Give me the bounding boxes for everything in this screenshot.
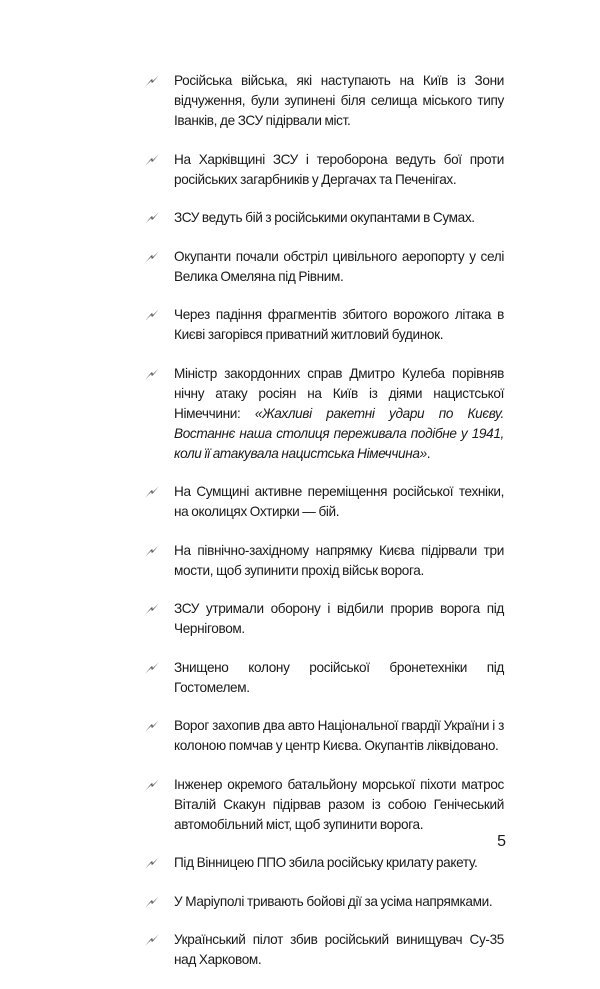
lightning-bolt-icon bbox=[144, 778, 160, 792]
item-main-text: Окупанти почали обстріл цивільного аеропорту у селі Велика Омеляна під Рівним. bbox=[174, 248, 504, 284]
lightning-bolt-icon bbox=[144, 895, 160, 909]
list-item-text bbox=[174, 599, 504, 639]
list-item bbox=[144, 541, 504, 581]
item-main-text: На Сумщині активне переміщення російської техніки, на околицях Охтирки — бій. bbox=[174, 484, 504, 519]
lightning-bolt-icon bbox=[144, 661, 160, 675]
list-item bbox=[144, 247, 504, 287]
item-main-text: Міністр закордонних справ Дмитро Кулеба порівняв нічну атаку росіян на Київ із діями нацистської Німеччини: bbox=[174, 365, 504, 421]
item-main-text: ЗСУ ведуть бій з російськими окупантами в Сумах. bbox=[174, 210, 475, 225]
item-main-text: Російська війська, які наступають на Київ із Зони відчуження, були зупинені біля селища міського типу Іванків, де ЗСУ підірвали міст. bbox=[174, 73, 504, 128]
item-tail: . bbox=[426, 445, 431, 461]
item-main-text: Український пілот збив російський винищувач Су-35 над Харковом. bbox=[174, 932, 504, 967]
list-item bbox=[144, 716, 504, 756]
item-main-text: Ворог захопив два авто Національної гвардії України і з колоною помчав у центр Києва. Окупантів ліквідовано. bbox=[174, 718, 504, 753]
list-item bbox=[144, 930, 504, 970]
lightning-bolt-icon bbox=[144, 211, 160, 225]
list-item bbox=[144, 208, 504, 228]
page-number: 5 bbox=[497, 833, 506, 850]
list-item-text bbox=[174, 853, 504, 873]
list-item bbox=[144, 305, 504, 345]
list-item bbox=[144, 658, 504, 698]
item-main-text: На Харківщині ЗСУ і тероборона ведуть бої проти російських загарбників у Дергачах та Печенігах. bbox=[174, 151, 504, 187]
list-item bbox=[144, 853, 504, 873]
item-main-text: На північно-західному напрямку Києва підірвали три мости, щоб зупинити прохід військ ворога. bbox=[174, 542, 504, 578]
lightning-bolt-icon bbox=[144, 544, 160, 558]
lightning-bolt-icon bbox=[144, 367, 160, 381]
list-item-text bbox=[174, 716, 504, 756]
list-item bbox=[144, 892, 504, 912]
list-item-text bbox=[174, 892, 504, 912]
list-item bbox=[144, 482, 504, 522]
list-item-text bbox=[174, 541, 504, 581]
list-item-text bbox=[174, 364, 504, 464]
item-main-text: ЗСУ утримали оборону і відбили прорив ворога під Черніговом. bbox=[174, 601, 504, 636]
list-item-text bbox=[174, 208, 504, 228]
lightning-bolt-icon bbox=[144, 250, 160, 264]
list-item-text bbox=[174, 775, 504, 835]
list-item bbox=[144, 599, 504, 639]
lightning-bolt-icon bbox=[144, 153, 160, 167]
lightning-bolt-icon bbox=[144, 719, 160, 733]
lightning-bolt-icon bbox=[144, 933, 160, 947]
news-list bbox=[144, 71, 504, 989]
lightning-bolt-icon bbox=[144, 485, 160, 499]
list-item-text bbox=[174, 305, 504, 345]
list-item bbox=[144, 364, 504, 464]
list-item bbox=[144, 71, 504, 131]
list-item-text bbox=[174, 658, 504, 698]
list-item-text bbox=[174, 482, 504, 522]
lightning-bolt-icon bbox=[144, 602, 160, 616]
lightning-bolt-icon bbox=[144, 74, 160, 88]
list-item-text bbox=[174, 71, 504, 131]
item-main-text: У Маріуполі тривають бойові дії за усіма напрямками. bbox=[174, 893, 493, 909]
lightning-bolt-icon bbox=[144, 856, 160, 870]
item-main-text: Через падіння фрагментів збитого ворожого літака в Києві загорівся приватний житловий будинок. bbox=[174, 307, 504, 342]
list-item bbox=[144, 150, 504, 190]
list-item bbox=[144, 775, 504, 835]
item-quote: «Жахливі ракетні удари по Києву. Востаннє наша столиця переживала подібне у 1941, коли її атакувала нацистська Німеччина» bbox=[174, 405, 504, 461]
list-item-text bbox=[174, 247, 504, 287]
item-main-text: Інженер окремого батальйону морської піхоти матрос Віталій Скакун підірвав разом із собою Генічеський автомобільний міст, щоб зупинити ворога. bbox=[174, 776, 504, 832]
item-main-text: Під Вінницею ППО збила російську крилату ракету. bbox=[174, 855, 478, 870]
item-main-text: Знищено колону російської бронетехніки під Гостомелем. bbox=[174, 659, 504, 695]
list-item-text bbox=[174, 930, 504, 970]
lightning-bolt-icon bbox=[144, 308, 160, 322]
list-item-text bbox=[174, 150, 504, 190]
